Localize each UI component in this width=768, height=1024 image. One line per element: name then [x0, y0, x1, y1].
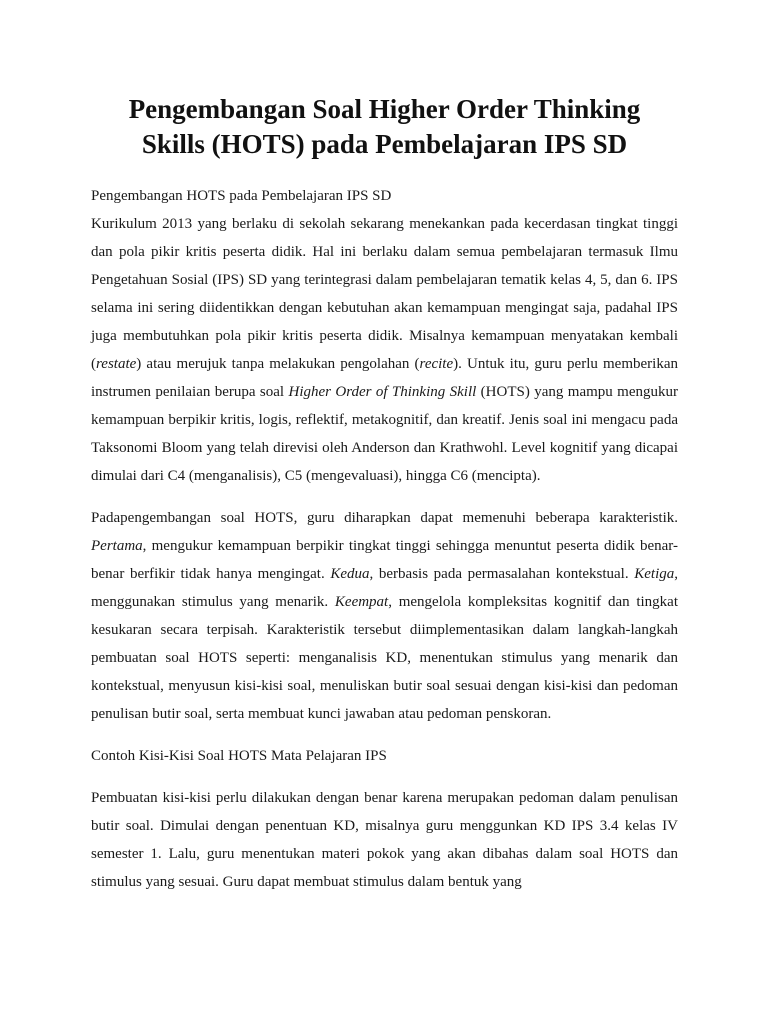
paragraph-karakteristik — [91, 504, 678, 728]
italic-term-pertama: Pertama — [91, 538, 143, 554]
paragraph-text: , berbasis pada permasalahan kontekstual. — [369, 566, 635, 582]
document-title-line-2: Skills (HOTS) pada Pembelajaran IPS SD — [141, 129, 628, 159]
paragraph-text: , mengukur kemampuan berpikir tingkat tinggi sehingga menuntut peserta didik benar-benar berfikir tidak hanya mengingat. — [91, 538, 678, 582]
italic-term-recite: recite — [419, 356, 454, 372]
paragraph-text: , menggunakan stimulus yang menarik. — [91, 566, 678, 610]
paragraph-text: Kurikulum 2013 yang berlaku di sekolah sekarang menekankan pada kecerdasan tingkat tinggi dan pola pikir kritis peserta didik. Hal ini berlaku dalam semua pembelajaran termasuk Ilmu Pengetahuan Sosial (IPS) SD yang terintegrasi dalam pembelajaran tematik kelas 4, 5, dan 6. IPS selama ini sering diidentikkan dengan kebutuhan akan kemampuan mengingat saja, padahal IPS juga membutuhkan pola pikir kritis peserta didik. Misalnya kemampuan menyatakan kembali ( — [91, 216, 678, 372]
section-heading-kisi-kisi: Contoh Kisi-Kisi Soal HOTS Mata Pelajaran IPS — [91, 748, 387, 764]
paragraph-text: (HOTS) yang mampu mengukur kemampuan berpikir kritis, logis, reflektif, metakognitif, dan kreatif. Jenis soal ini mengacu pada Taksonomi Bloom yang telah direvisi oleh Anderson dan Krathwohl. Level kognitif yang dicapai dimulai dari C4 (menganalisis), C5 (mengevaluasi), hingga C6 (mencipta). — [91, 384, 678, 484]
italic-term-restate: restate — [96, 356, 137, 372]
italic-term-keempat: Keempat — [334, 594, 389, 610]
section-heading-hots: Pengembangan HOTS pada Pembelajaran IPS SD — [91, 188, 392, 204]
paragraph-text: Padapengembangan soal HOTS, guru diharapkan dapat memenuhi beberapa karakteristik. — [91, 510, 678, 526]
italic-term-ketiga: Ketiga — [634, 566, 675, 582]
paragraph-text: ) atau merujuk tanpa melakukan pengolahan ( — [136, 356, 420, 372]
document-title-line-1: Pengembangan Soal Higher Order Thinking — [128, 94, 641, 124]
italic-term-kedua: Kedua — [330, 566, 370, 582]
paragraph-pembuatan-kisi-kisi: Pembuatan kisi-kisi perlu dilakukan dengan benar karena merupakan pedoman dalam penulisan butir soal. Dimulai dengan penentuan KD, misalnya guru menggunkan KD IPS 3.4 kelas IV semester 1. Lalu, guru menentukan materi pokok yang akan dibahas dalam soal HOTS dan stimulus yang sesuai. Guru dapat membuat stimulus dalam bentuk yang — [91, 790, 678, 890]
paragraph-kurikulum — [91, 210, 678, 490]
paragraph-text: ). Untuk itu, guru perlu memberikan instrumen penilaian berupa soal — [91, 356, 678, 400]
italic-term-hots: Higher Order of Thinking Skill — [288, 384, 477, 400]
paragraph-text: , mengelola kompleksitas kognitif dan tingkat kesukaran secara terpisah. Karakteristik tersebut diimplementasikan dalam langkah-langkah pembuatan soal HOTS seperti: menganalisis KD, menentukan stimulus yang menarik dan kontekstual, menyusun kisi-kisi soal, menuliskan butir soal sesuai dengan kisi-kisi dan pedoman penulisan butir soal, serta membuat kunci jawaban atau pedoman penskoran. — [91, 594, 679, 722]
document-title — [91, 92, 678, 162]
